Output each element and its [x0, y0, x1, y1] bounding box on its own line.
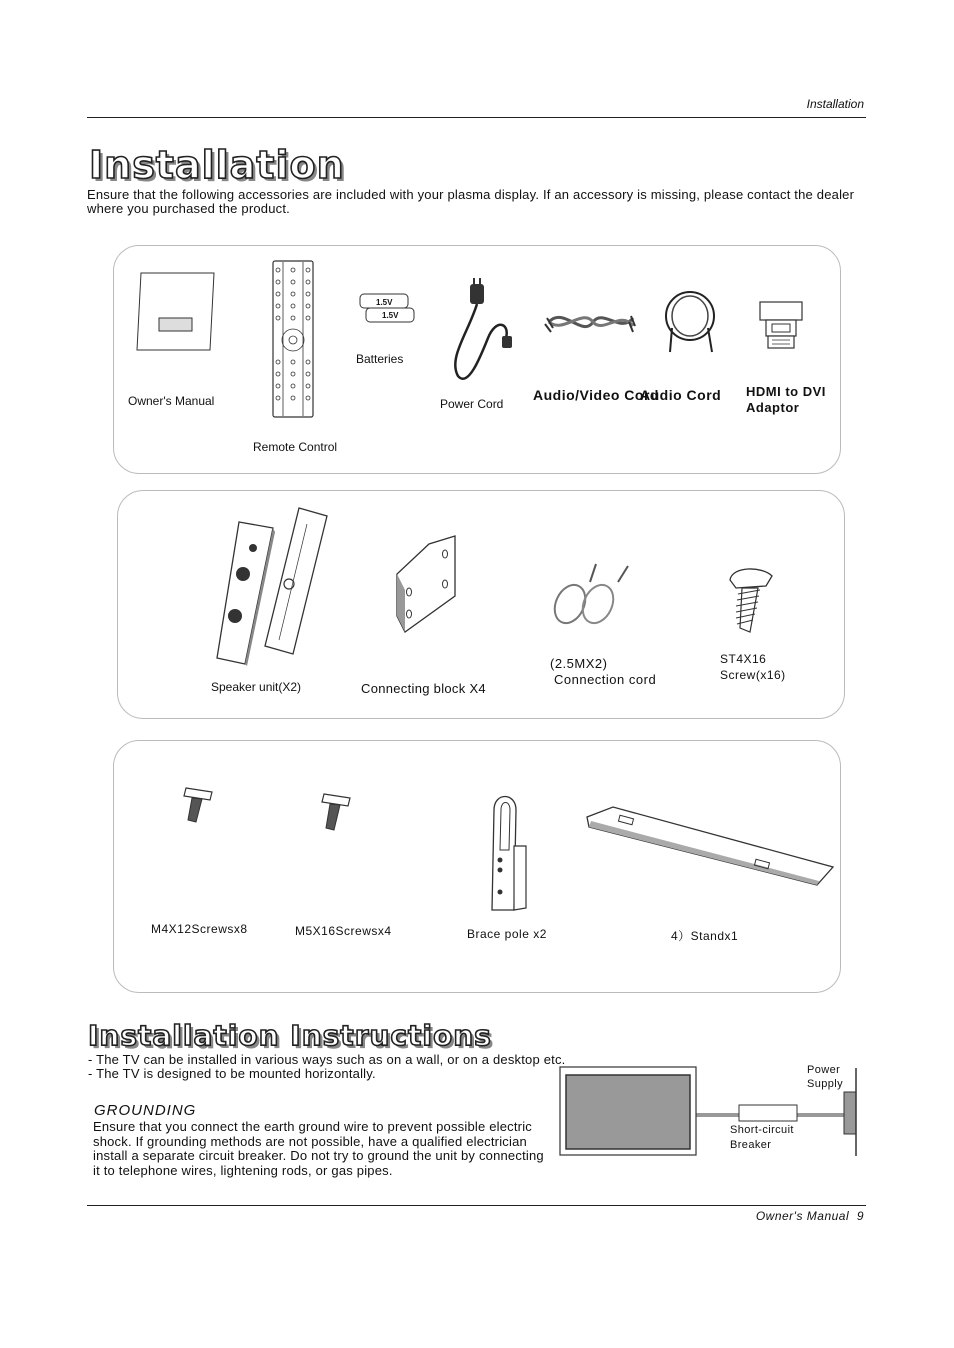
remote-control-label: Remote Control	[253, 440, 338, 454]
m4-screw-icon	[182, 786, 214, 824]
connecting-block-icon	[395, 534, 457, 634]
footer-text: Owner's Manual	[755, 1209, 850, 1223]
hdmi-dvi-adaptor-label: HDMI to DVI Adaptor	[746, 384, 826, 415]
grounding-heading: GROUNDING	[94, 1102, 197, 1119]
footer-rule	[87, 1205, 866, 1206]
batteries-icon	[356, 292, 416, 330]
instruction-line-1: - The TV can be installed in various ways such as on a wall, or on a desktop etc.	[88, 1052, 566, 1067]
m5-screws-label: M5X16Screwsx4	[295, 924, 392, 938]
owners-manual-label: Owner's Manual	[128, 394, 215, 408]
connection-cord-label: (2.5MX2) Connection cord	[550, 656, 657, 687]
hdmi-dvi-adaptor-icon	[758, 300, 804, 350]
m4-screws-label: M4X12Screwsx8	[151, 922, 248, 936]
connection-cord-icon	[550, 562, 632, 628]
audio-cord-icon	[662, 288, 720, 354]
stand-label: 4）Standx1	[671, 929, 739, 943]
connecting-block-label: Connecting block X4	[361, 681, 486, 696]
header-rule	[87, 117, 866, 118]
battery-voltage-2: 1.5V	[382, 311, 399, 320]
screw-label: ST4X16 Screw(x16)	[720, 652, 786, 682]
m5-screw-icon	[320, 792, 352, 832]
brace-pole-icon	[488, 790, 530, 912]
page-number: 9	[856, 1209, 864, 1223]
power-supply-label: Power Supply	[807, 1064, 844, 1090]
instructions-title: Installation Instructions	[88, 1019, 492, 1052]
audio-cord-label: Audio Cord	[640, 387, 722, 403]
speaker-unit-icon	[215, 508, 330, 668]
page-footer	[756, 1209, 864, 1223]
brace-pole-label: Brace pole x2	[467, 927, 547, 941]
screw-icon	[722, 566, 776, 634]
manual-icon	[137, 273, 215, 351]
power-cord-icon	[448, 278, 518, 384]
batteries-label: Batteries	[356, 352, 404, 366]
power-cord-label: Power Cord	[440, 397, 504, 411]
av-cord-label: Audio/Video Cord	[533, 387, 659, 403]
breaker-label: Short-circuit Breaker	[730, 1124, 794, 1151]
stand-icon	[583, 805, 837, 887]
instruction-line-2: - The TV is designed to be mounted horizontally.	[88, 1066, 376, 1081]
av-cord-icon	[543, 304, 637, 340]
battery-voltage-1: 1.5V	[376, 298, 393, 307]
grounding-text: Ensure that you connect the earth ground wire to prevent possible electric shock. If grounding methods are not possible, have a qualified electrician install a separate circuit breaker. Do not try to ground the unit by connecting it to telephone wires, lightening rods, or gas pipes.	[93, 1119, 544, 1178]
intro-paragraph: Ensure that the following accessories are included with your plasma display. If an accessory is missing, please contact the dealer where you purchased the product.	[87, 187, 855, 216]
page-title: Installation	[89, 143, 345, 187]
remote-control-icon	[272, 260, 314, 418]
running-header: Installation	[806, 97, 864, 111]
speaker-unit-label: Speaker unit(X2)	[211, 680, 302, 694]
